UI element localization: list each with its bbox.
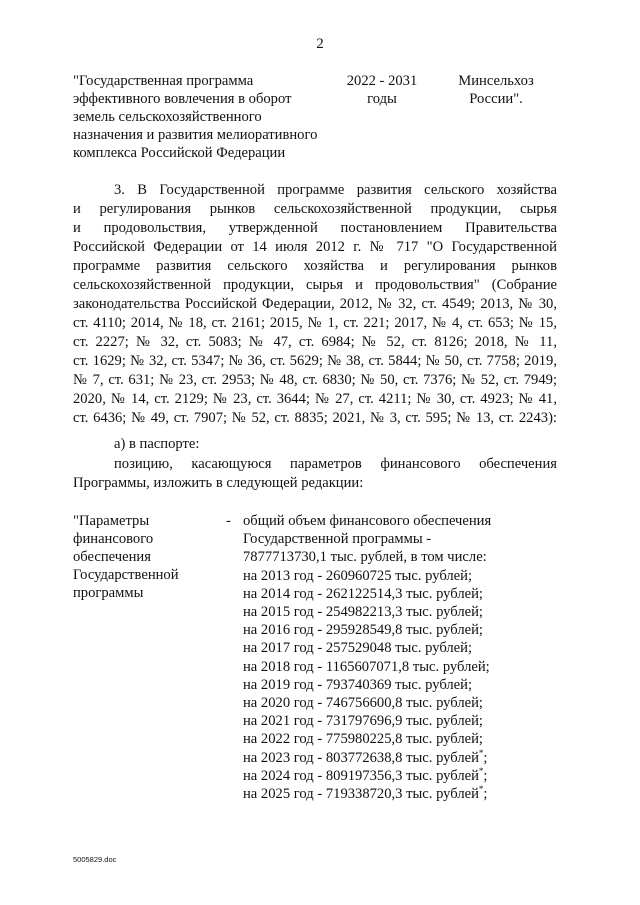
page-number: 2 (316, 36, 324, 52)
item3-line: 2020, № 14, ст. 2129; № 23, ст. 3644; № 27, ст. 4211; № 30, ст. 4923; № 41, (73, 391, 557, 407)
item3-line: и продовольствия, утвержденной постановлением Правительства (73, 220, 557, 236)
params-label-line: Государственной (73, 567, 179, 583)
item3-line: 3. В Государственной программе развития сельского хозяйства (114, 182, 557, 198)
table-cell-program (73, 72, 317, 162)
params-line: на 2021 год - 731797696,9 тыс. рублей; (243, 713, 483, 730)
item3-line: ст. 2227; № 32, ст. 5083; № 47, ст. 6984; № 52, ст. 8126; 2018, № 11, (73, 334, 557, 350)
item3-line: ст. 6436; № 49, ст. 7907; № 52, ст. 8835; 2021, № 3, ст. 595; № 13, ст. 2243): (73, 410, 557, 426)
table-cell-line: назначения и развития мелиоративного (73, 127, 318, 143)
table-cell-line: эффективного вовлечения в оборот (73, 91, 292, 107)
table-cell-line: "Государственная программа (73, 73, 254, 89)
params-line: на 2020 год - 746756600,8 тыс. рублей; (243, 695, 483, 712)
table-cell-line: Минсельхоз (458, 73, 534, 89)
position-line: Программы, изложить в следующей редакции: (73, 475, 364, 491)
params-label-line: программы (73, 585, 144, 601)
params-line-text: на 2024 год - 809197356,3 тыс. рублей (243, 767, 479, 784)
item3-line: № 7, ст. 631; № 23, ст. 2953; № 48, ст. 6830; № 50, ст. 7376; № 52, ст. 7949; (73, 372, 557, 388)
table-cell-line: комплекса Российской Федерации (73, 145, 286, 161)
params-line-end: ; (483, 749, 488, 766)
subitem-a: а) в паспорте: (114, 436, 200, 452)
footnote-mark: * (478, 747, 484, 758)
table-cell-line: годы (367, 91, 397, 107)
params-line-starred (243, 785, 491, 803)
table-cell-years (333, 72, 431, 108)
params-line: общий объем финансового обеспечения (243, 513, 492, 529)
params-line: 7877713730,1 тыс. рублей, в том числе: (243, 549, 487, 566)
params-line-text: на 2023 год - 803772638,8 тыс. рублей (243, 749, 479, 766)
params-line: на 2016 год - 295928549,8 тыс. рублей; (243, 622, 483, 639)
params-line: на 2017 год - 257529048 тыс. рублей; (243, 640, 473, 657)
position-line: позицию, касающуюся параметров финансового обеспечения (114, 456, 557, 472)
item3-line: ст. 4110; 2014, № 18, ст. 2161; 2015, № 1, ст. 221; 2017, № 4, ст. 653; № 15, (73, 315, 557, 331)
params-dash: - (226, 513, 231, 529)
table-cell-line: 2022 - 2031 (346, 73, 418, 89)
params-line: на 2014 год - 262122514,3 тыс. рублей; (243, 585, 483, 602)
params-line: на 2019 год - 793740369 тыс. рублей; (243, 676, 473, 693)
table-cell-line: земель сельскохозяйственного (73, 109, 262, 125)
params-label-line: финансового (73, 531, 154, 547)
item3-line: сельскохозяйственной продукции, сырья и продовольствия" (Собрание (73, 277, 557, 293)
params-label-line: "Параметры (73, 513, 150, 529)
params-line: на 2018 год - 1165607071,8 тыс. рублей; (243, 658, 490, 675)
params-line-end: ; (483, 786, 488, 803)
params-values (243, 512, 491, 803)
params-label (73, 512, 179, 602)
item3-line: ст. 1629; № 32, ст. 5347; № 36, ст. 5629; № 38, ст. 5844; № 50, ст. 7758; 2019, (73, 353, 557, 369)
footer-doc-code: 5005829.doc (73, 855, 117, 864)
params-line-starred (243, 767, 491, 785)
params-label-line: обеспечения (73, 549, 151, 565)
params-line-end: ; (483, 767, 488, 784)
table-cell-line: России". (469, 91, 523, 107)
item3-line: программе развития сельского хозяйства и регулирования рынков (73, 258, 557, 274)
footnote-mark: * (478, 784, 484, 795)
item3-line: законодательства Российской Федерации, 2012, № 32, ст. 4549; 2013, № 30, (73, 296, 557, 312)
params-line: на 2015 год - 254982213,3 тыс. рублей; (243, 604, 483, 621)
params-line: на 2013 год - 260960725 тыс. рублей; (243, 567, 473, 584)
footnote-mark: * (478, 765, 484, 776)
table-cell-ministry (445, 72, 547, 108)
item3-line: и регулирования рынков сельскохозяйственной продукции, сырья (73, 201, 557, 217)
params-line-text: на 2025 год - 719338720,3 тыс. рублей (243, 786, 479, 803)
params-line-starred (243, 749, 491, 767)
item3-line: Российской Федерации от 14 июля 2012 г. № 717 "О Государственной (73, 239, 557, 255)
params-line: Государственной программы - (243, 531, 432, 548)
params-line: на 2022 год - 775980225,8 тыс. рублей; (243, 731, 483, 748)
